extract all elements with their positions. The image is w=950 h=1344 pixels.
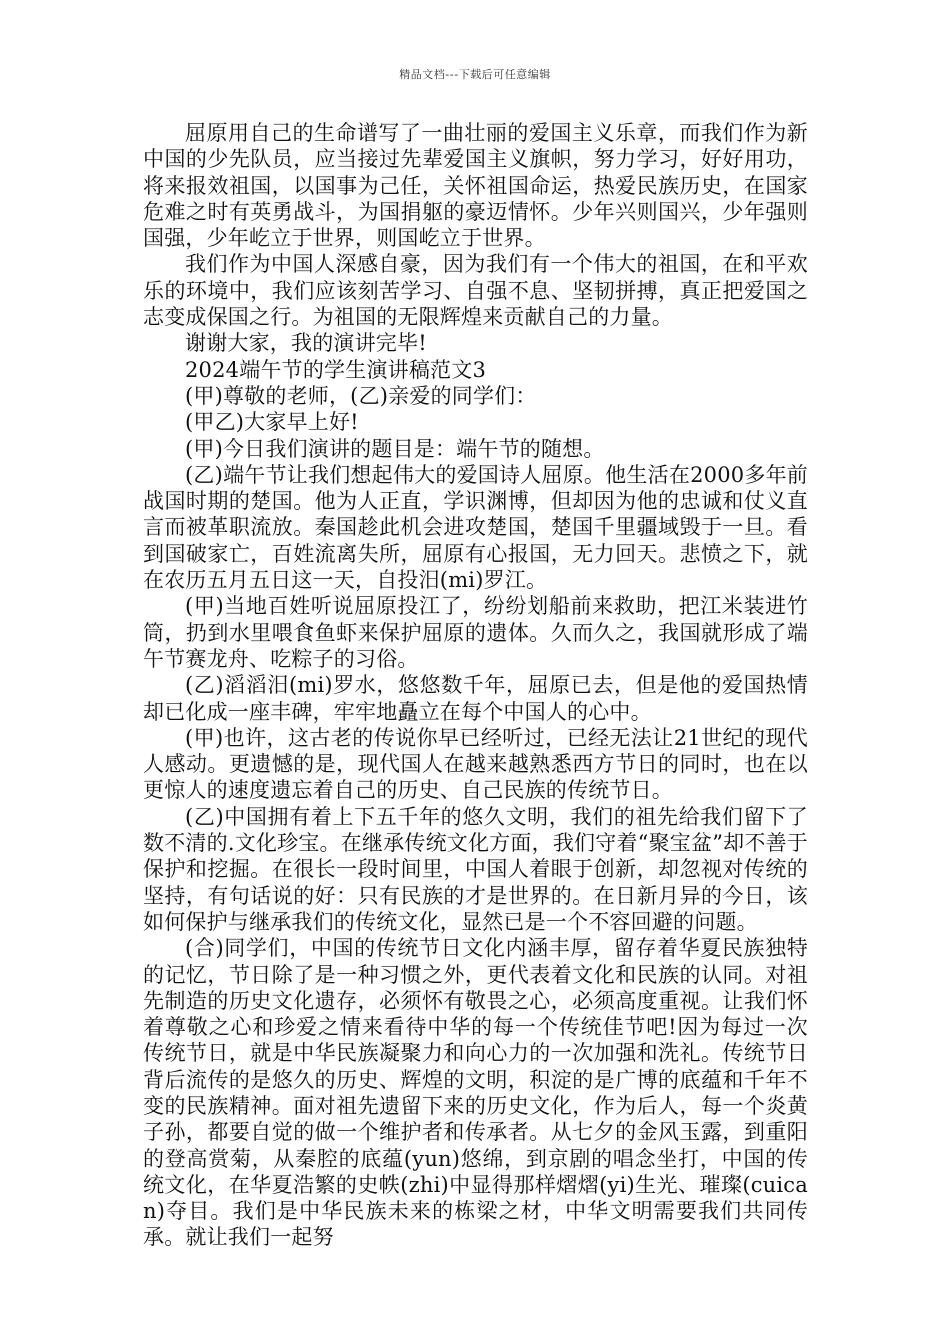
paragraph: 我们作为中国人深感自豪，因为我们有一个伟大的祖国，在和平欢乐的环境中，我们应该刻苦学习、自强不息、坚韧拼搏，真正把爱国之志变成保国之行。为祖国的无限辉煌来贡献自己的力量。 xyxy=(143,252,808,330)
paragraph: (甲)也许，这古老的传说你早已经听过，已经无法让21世纪的现代人感动。更遗憾的是，现代国人在越来越熟悉西方节日的同时，也在以更惊人的速度遗忘着自己的历史、自己民族的传统节日。 xyxy=(143,725,808,803)
section-title: 2024端午节的学生演讲稿范文3 xyxy=(185,357,487,382)
paragraph: (乙)端午节让我们想起伟大的爱国诗人屈原。他生活在2000多年前战国时期的楚国。他为人正直，学识渊博，但却因为他的忠诚和仗义直言而被革职流放。秦国趁此机会进攻楚国，楚国千里疆域毁于一旦。看到国破家亡，百姓流离失所，屈原有心报国，无力回天。悲愤之下，就在农历五月五日这一天，自投汨(mi)罗江。 xyxy=(143,462,808,593)
paragraph: (乙)滔滔汨(mi)罗水，悠悠数千年，屈原已去，但是他的爱国热情却已化成一座丰碑，牢牢地矗立在每个中国人的心中。 xyxy=(143,673,808,724)
paragraph: (甲)今日我们演讲的题目是：端午节的随想。 xyxy=(185,436,605,461)
paragraph: (甲)尊敬的老师，(乙)亲爱的同学们： xyxy=(185,383,537,408)
paragraph: 屈原用自己的生命谱写了一曲壮丽的爱国主义乐章，而我们作为新中国的少先队员，应当接过先辈爱国主义旗帜，努力学习，好好用功，将来报效祖国，以国事为己任，关怀祖国命运，热爱民族历史，在国家危难之时有英勇战斗，为国捐躯的豪迈情怀。少年兴则国兴，少年强则国强，少年屹立于世界，则国屹立于世界。 xyxy=(143,121,808,251)
paragraph: (乙)中国拥有着上下五千年的悠久文明，我们的祖先给我们留下了数不清的.文化珍宝。在继承传统文化方面，我们守着“聚宝盆”却不善于保护和挖掘。在很长一段时间里，中国人着眼于创新，却忽视对传统的坚持，有句话说的好：只有民族的才是世界的。在日新月异的今日，该如何保护与继承我们的传统文化，显然已是一个不容回避的问题。 xyxy=(143,804,808,934)
paragraph: (合)同学们，中国的传统节日文化内涵丰厚，留存着华夏民族独特的记忆，节日除了是一种习惯之外，更代表着文化和民族的认同。对祖先制造的历史文化遗存，必须怀有敬畏之心，必须高度重视。让我们怀着尊敬之心和珍爱之情来看待中华的每一个传统佳节吧!因为每过一次传统节日，就是中华民族凝聚力和向心力的一次加强和洗礼。传统节日背后流传的是悠久的历史、辉煌的文明，积淀的是广博的底蕴和千年不变的民族精神。面对祖先遗留下来的历史文化，作为后人，每一个炎黄子孙，都要自觉的做一个维护者和传承者。从七夕的金风玉露，到重阳的登高赏菊，从秦腔的底蕴(yun)悠绵，到京剧的唱念坐打，中国的传统文化，在华夏浩繁的史帙(zhi)中显得那样熠熠(yi)生光、璀璨(cuican)夺目。我们是中华民族未来的栋梁之材，中华文明需要我们共同传承。就让我们一起努 xyxy=(143,936,808,1250)
paragraph: (甲乙)大家早上好! xyxy=(185,410,359,435)
paragraph: (甲)当地百姓听说屈原投江了，纷纷划船前来救助，把江米装进竹筒，扔到水里喂食鱼虾来保护屈原的遗体。久而久之，我国就形成了端午节赛龙舟、吃粽子的习俗。 xyxy=(143,594,808,671)
paragraph: 谢谢大家，我的演讲完毕! xyxy=(185,331,427,356)
document-body xyxy=(143,120,808,1251)
page-header: 精品文档---下载后可任意编辑 xyxy=(399,68,551,81)
